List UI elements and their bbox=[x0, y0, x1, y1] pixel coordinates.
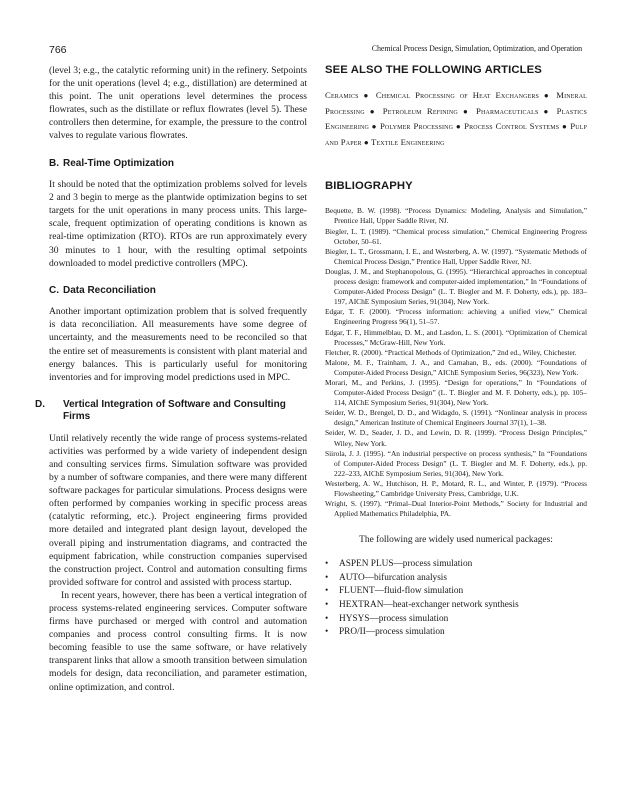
reference-item: Seider, W. D., Brengel, D. D., and Widagdo, S. (1991). “Nonlinear analysis in process design,” American Institute of Chemical Engineers Journal 37(1), 1–38. bbox=[325, 408, 587, 428]
left-column bbox=[35, 64, 307, 694]
section-heading-d bbox=[35, 398, 307, 424]
bullet-separator: ● bbox=[358, 91, 376, 100]
see-also-item[interactable]: Polymer Processing bbox=[379, 121, 454, 132]
section-title: Data Reconciliation bbox=[63, 284, 156, 296]
section-title: Vertical Integration of Software and Consulting Firms bbox=[63, 398, 286, 423]
bullet-icon: • bbox=[325, 600, 329, 611]
section-heading-c bbox=[49, 285, 307, 298]
section-label: B. bbox=[49, 157, 59, 169]
section-d-paragraph-1: Until relatively recently the wide range of process systems-related activities was performed by a wide variety of independent design and consulting services firms. Simulation software was provided by a number of software companies, and there were many different software packages for particular simulations. Process designs were often performed by companies working in specific process areas (catalytic reforming, etc.). Project engineering firms provided more detailed and integrated plant design layout, developed the overall piping and instrumentation diagrams, and contracted the equipment fabrication, while construction companies supervised the construction project. Control and automation consulting firms provided software for control and assisted with process startup. bbox=[49, 432, 307, 588]
reference-item: Bequette, B. W. (1998). “Process Dynamics: Modeling, Analysis and Simulation,” Prentice Hall, Upper Saddle River, NJ. bbox=[325, 206, 587, 226]
reference-item: Wright, S. (1997). “Primal–Dual Interior-Point Methods,” Society for Industrial and Applied Mathematics Philadelphia, PA. bbox=[325, 499, 587, 519]
reference-item: Fletcher, R. (2000). “Practical Methods of Optimization,” 2nd ed., Wiley, Chichester. bbox=[325, 347, 577, 357]
see-also-item[interactable]: Plastics Engineering bbox=[325, 105, 587, 132]
see-also-item[interactable]: Pharmaceuticals bbox=[476, 105, 539, 116]
right-column bbox=[325, 64, 587, 640]
package-label: HYSYS—process simulation bbox=[339, 613, 449, 624]
section-label: C. bbox=[49, 284, 59, 296]
reference-item: Morari, M., and Perkins, J. (1995). “Design for operations,” In “Foundations of Computer-Aided Process Design” (L. T. Biegler and M. F. Doherty, eds.), pp. 105–114, AIChE Symposium Series, 91(304), New York. bbox=[325, 377, 587, 408]
bibliography-heading: BIBLIOGRAPHY bbox=[325, 180, 413, 193]
bullet-separator: ● bbox=[361, 137, 371, 147]
bullet-icon: • bbox=[325, 559, 329, 570]
reference-item: Edgar, T. F., Himmelblau, D. M., and Lasdon, L. S. (2001). “Optimization of Chemical Processes,” McGraw-Hill, New York. bbox=[325, 327, 587, 347]
package-list bbox=[325, 558, 587, 640]
section-c-paragraph: Another important optimization problem that is solved frequently is data reconciliation. All measurements have some degree of uncertainty, and the measurements need to be reconciled so that the entire set of measurements is consistent with plant material and energy balances. This is particularly useful for monitoring inventories and for improving model predictions used in MPC. bbox=[49, 306, 307, 383]
see-also-item[interactable]: Mineral Processing bbox=[325, 90, 587, 116]
see-also-heading: SEE ALSO THE FOLLOWING ARTICLES bbox=[325, 64, 542, 76]
section-heading-b bbox=[49, 158, 307, 171]
bullet-icon: • bbox=[325, 627, 329, 638]
package-label: FLUENT—fluid-flow simulation bbox=[339, 586, 464, 597]
package-item bbox=[325, 613, 587, 627]
package-label: PRO/II—process simulation bbox=[339, 627, 445, 638]
package-item bbox=[325, 599, 587, 613]
running-title: Chemical Process Design, Simulation, Optimization, and Operation bbox=[371, 44, 582, 53]
packages-intro: The following are widely used numerical packages: bbox=[359, 535, 553, 546]
see-also-item[interactable]: Chemical Processing of bbox=[375, 90, 468, 100]
section-b-paragraph: It should be noted that the optimization problems solved for levels 2 and 3 begin to merge as the plantwide optimization begins to set targets for the unit operations in many process units. This large-scale, frequent optimization of operating conditions is known as real-time optimization (RTO). RTOs are run approximately every 30 minutes to 1 hour, with the resulting optimal setpoints downloaded to model predictive controllers (MPC). bbox=[49, 179, 307, 269]
bullet-separator: ● bbox=[559, 122, 571, 132]
page-number: 766 bbox=[49, 44, 67, 56]
intro-paragraph: (level 3; e.g., the catalytic reforming unit) in the refinery. Setpoints for the unit operations (level 4; e.g., distillation) are determined at this point. The unit operations level determines the process flowrates, such as the distillate or reflux flowrates (level 5). These controllers then determine, for example, the pressure to the control valves to regulate various flowrates. bbox=[49, 65, 307, 142]
reference-item: Siirola, J. J. (1995). “An industrial perspective on process synthesis,” In “Foundations of Computer-Aided Process Design” (L. T. Biegler and M. F. Doherty, eds.), pp. 222–233, AIChE Symposium Series, 91(304), New York. bbox=[325, 448, 587, 478]
bullet-separator: ● bbox=[453, 122, 465, 132]
section-title: Real-Time Optimization bbox=[63, 157, 174, 169]
reference-item: Biegler, L. T. (1989). “Chemical process simulation,” Chemical Engineering Progress October, 50–61. bbox=[325, 226, 587, 246]
see-also-list bbox=[325, 88, 587, 150]
reference-item: Westerberg, A. W., Hutchison, H. P., Motard, R. L., and Winter, P. (1979). “Process Flowsheeting,” Cambridge University Press, Cambridge, U.K. bbox=[325, 478, 587, 498]
see-also-item[interactable]: Ceramics bbox=[325, 90, 359, 100]
bullet-separator: ● bbox=[539, 91, 557, 100]
reference-item: Biegler, L. T., Grossmann, I. E., and Westerberg, A. W. (1997). “Systematic Methods of Chemical Process Design,” Prentice Hall, Upper Saddle River, NJ. bbox=[325, 246, 587, 266]
reference-item: Malone, M. F., Trainham, J. A., and Carnahan, B., eds. (2000). “Foundations of Computer-Aided Process Design,” AIChE Symposium Series, 96(323), New York. bbox=[325, 357, 587, 377]
package-label: ASPEN PLUS—process simulation bbox=[339, 559, 473, 570]
see-also-item[interactable]: Pulp and Paper bbox=[325, 121, 587, 147]
package-item bbox=[325, 558, 587, 572]
bullet-separator: ● bbox=[538, 106, 557, 116]
reference-item: Seider, W. D., Seader, J. D., and Lewin, D. R. (1999). “Process Design Principles,” Wiley, New York. bbox=[325, 428, 587, 448]
bullet-separator: ● bbox=[457, 106, 477, 116]
bullet-icon: • bbox=[325, 586, 329, 597]
package-label: AUTO—bifurcation analysis bbox=[339, 572, 448, 583]
see-also-item[interactable]: Heat Exchangers bbox=[472, 90, 540, 100]
see-also-item[interactable]: Process Control Systems bbox=[464, 121, 560, 132]
section-d-paragraph-2: In recent years, however, there has been a vertical integration of process systems-related engineering services. Computer software firms have purchased or merged with control and automation companies and process control consulting firms. It is now becoming feasible to use the same software, or have relatively transparent links that allow a smooth transition between simulation models for design, data reconciliation, and parameter estimation, online optimization, and control. bbox=[49, 589, 307, 693]
reference-item: Edgar, T. F. (2000). “Process information: achieving a unified view,” Chemical Engineering Progress 96(1), 51–57. bbox=[325, 307, 587, 327]
see-also-item[interactable]: Petroleum Refining bbox=[382, 105, 458, 116]
bullet-icon: • bbox=[325, 572, 329, 583]
reference-list bbox=[325, 206, 587, 519]
see-also-item[interactable]: Textile Engineering bbox=[371, 136, 445, 147]
bullet-icon: • bbox=[325, 613, 329, 624]
reference-item: Douglas, J. M., and Stephanopolous, G. (1995). “Hierarchical approaches in conceptual process design: framework and computer-aided implementation,” In “Foundations of Computer-Aided Process Design” (L. T. Biegler and M. F. Doherty, eds.), pp. 183–197, AIChE Symposium Series, 91(304), New York. bbox=[325, 266, 587, 307]
section-label: D. bbox=[35, 398, 45, 410]
package-item bbox=[325, 572, 587, 586]
bullet-separator: ● bbox=[364, 106, 383, 116]
package-item bbox=[325, 626, 587, 640]
package-item bbox=[325, 585, 587, 599]
bullet-separator: ● bbox=[368, 122, 380, 132]
package-label: HEXTRAN—heat-exchanger network synthesis bbox=[339, 600, 519, 611]
